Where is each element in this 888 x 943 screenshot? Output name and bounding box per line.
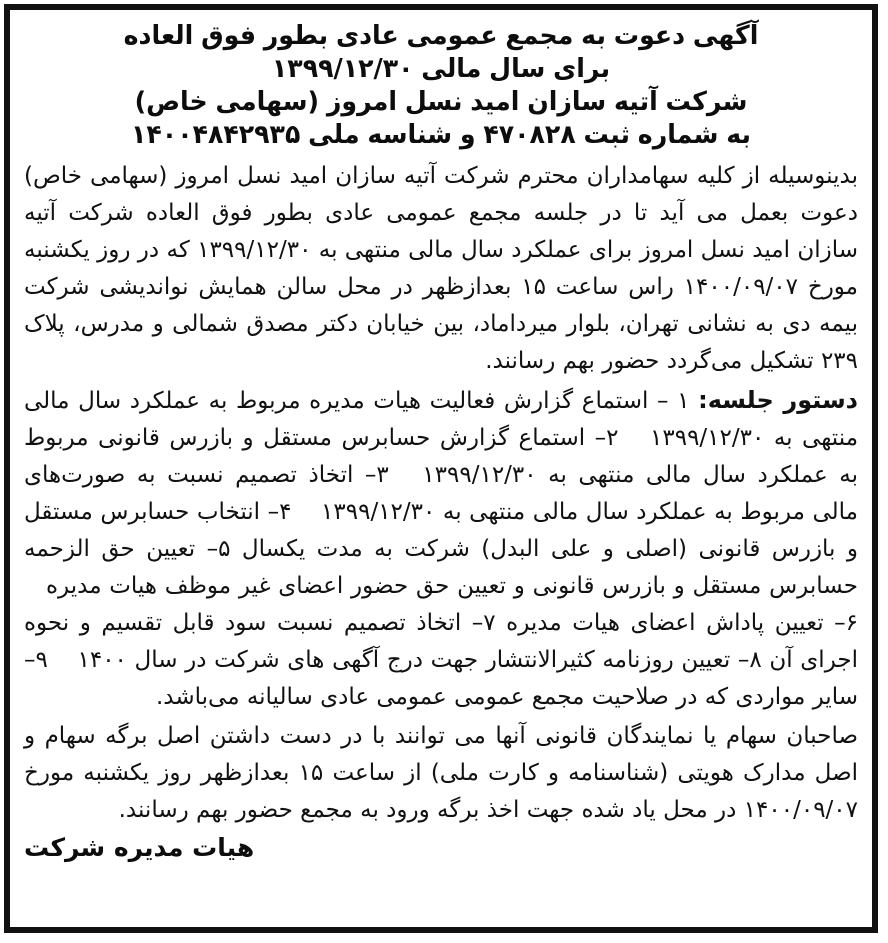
title-line-registration-number: به شماره ثبت ۴۷۰۸۲۸ و شناسه ملی ۱۴۰۰۴۸۴۲۹۳۵ (131, 120, 751, 150)
agenda-item-5-number: ۵– (206, 536, 231, 562)
agenda-item-7-number: ۷– (471, 610, 496, 636)
agenda-item-7-text: اتخاذ تصمیم نسبت سود قابل تقسیم و نحوه اجرای آن (24, 610, 858, 673)
agenda-item-9-text: سایر مواردی که در صلاحیت مجمع عمومی عمومی عادی سالیانه می‌باشد. (155, 684, 858, 710)
title-line-fiscal-year: برای سال مالی ۱۳۹۹/۱۲/۳۰ (271, 54, 611, 84)
advertisement-content (10, 10, 872, 927)
agenda-item-4-number: ۴– (267, 499, 292, 525)
agenda-label: دستور جلسه: (698, 386, 859, 414)
board-of-directors-signature: هیات مدیره شرکت (24, 833, 255, 862)
advertisement-footer (24, 833, 858, 862)
title-line-meeting-notice: آگهی دعوت به مجمع عمومی عادی بطور فوق العاده (123, 21, 759, 51)
agenda-item-4-text: انتخاب حسابرس مستقل و بازرس قانونی (اصلی و علی البدل) شرکت به مدت یکسال (24, 499, 859, 562)
agenda-item-3-number: ۳– (364, 462, 389, 488)
agenda-item-3-text: اتخاذ تصمیم نسبت به صورت‌های مالی مربوط به عملکرد سال مالی منتهی به ۱۳۹۹/۱۲/۳۰ (24, 462, 858, 525)
agenda-item-8-number: ۸– (737, 647, 762, 673)
newspaper-advertisement-sheet (4, 4, 878, 933)
advertisement-title (24, 20, 858, 152)
agenda-item-8-text: تعیین روزنامه کثیرالانتشار جهت درج آگهی های شرکت در سال ۱۴۰۰ (77, 647, 731, 673)
agenda-item-6-text: تعیین پاداش اعضای هیات مدیره (506, 610, 824, 636)
agenda-item-2-text: استماع گزارش حسابرس مستقل و بازرس قانونی مربوط به عملکرد سال مالی منتهی به ۱۳۹۹/۱۲/۳۰ (24, 425, 858, 488)
closing-paragraph: صاحبان سهام یا نمایندگان قانونی آنها می توانند با در دست داشتن اصل برگه سهام و اصل مدارک هویتی (شناسنامه و کارت ملی) از ساعت ۱۵ بعدازظهر روز یکشنبه مورخ ۱۴۰۰/۰۹/۰۷ در محل یاد شده جهت اخذ برگه ورود به مجمع حضور بهم رسانند. (24, 723, 859, 823)
title-line-company-name: شرکت آتیه سازان امید نسل امروز (سهامی خاص) (134, 87, 748, 117)
agenda-item-2-number: ۲– (594, 425, 619, 451)
agenda-item-9-number: ۹– (24, 647, 48, 673)
agenda-item-5-text: تعیین حق الزحمه حسابرس مستقل و بازرس قانونی و تعیین حق حضور اعضای غیر موظف هیات مدیره (24, 536, 858, 599)
advertisement-body (24, 154, 858, 829)
agenda-item-1-number: ۱ – (656, 388, 690, 414)
invitation-paragraph: بدینوسیله از کلیه سهامداران محترم شرکت آتیه سازان امید نسل امروز (سهامی خاص) دعوت بعمل می آید تا در جلسه مجمع عمومی عادی بطور فوق العاده شرکت آتیه سازان امید نسل امروز برای عملکرد سال مالی منتهی به ۱۳۹۹/۱۲/۳۰ که در روز یکشنبه مورخ ۱۴۰۰/۰۹/۰۷ راس ساعت ۱۵ بعدازظهر در محل سالن همایش نواندیشی شرکت بیمه دی به نشانی تهران، بلوار میرداماد، بین خیابان دکتر مصدق شمالی و مدرس، پلاک ۲۳۹ تشکیل می‌گردد حضور بهم رسانند. (24, 163, 859, 374)
agenda-item-6-number: ۶– (834, 610, 858, 636)
agenda-paragraph (24, 382, 858, 716)
agenda-item-1-text: استماع گزارش فعالیت هیات مدیره مربوط به عملکرد سال مالی منتهی به ۱۳۹۹/۱۲/۳۰ (24, 388, 859, 451)
